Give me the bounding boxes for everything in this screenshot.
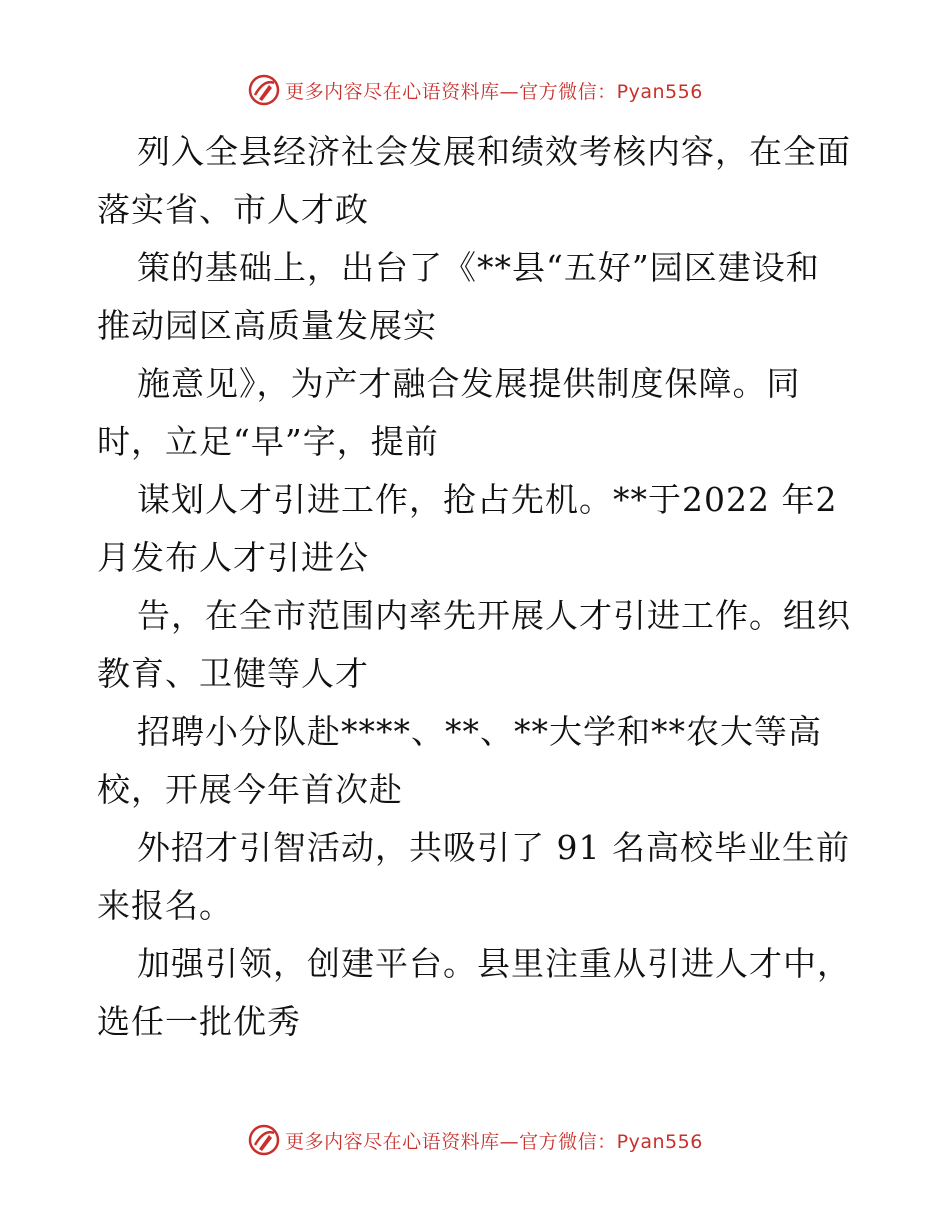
line: 选任一批优秀 (97, 1002, 301, 1041)
header-banner-text: 更多内容尽在心语资料库—官方微信：Pyan556 (285, 80, 703, 103)
line: 加强引领，创建平台。县里注重从引进人才中， (137, 944, 851, 983)
line: 推动园区高质量发展实 (97, 306, 437, 345)
line: 落实省、市人才政 (97, 190, 369, 229)
brand-logo-icon (247, 73, 281, 107)
line: 外招才引智活动，共吸引了 91 名高校毕业生前 (137, 828, 850, 867)
line: 教育、卫健等人才 (97, 654, 369, 693)
line: 校，开展今年首次赴 (97, 770, 403, 809)
header-banner (0, 70, 950, 110)
paragraph (97, 239, 857, 355)
line: 谋划人才引进工作，抢占先机。**于2022 年2 (137, 480, 838, 519)
footer-banner-text: 更多内容尽在心语资料库—官方微信：Pyan556 (285, 1130, 703, 1153)
line: 来报名。 (97, 886, 233, 925)
line: 策的基础上，出台了《**县“五好”园区建设和 (137, 248, 820, 287)
paragraph (97, 819, 857, 935)
paragraph (97, 703, 857, 819)
paragraph (97, 935, 857, 1051)
line: 列入全县经济社会发展和绩效考核内容，在全面 (137, 132, 851, 171)
document-body (97, 123, 857, 1051)
line: 施意见》，为产才融合发展提供制度保障。同 (137, 364, 801, 403)
brand-logo-icon (247, 1123, 281, 1157)
line: 告，在全市范围内率先开展人才引进工作。组织 (137, 596, 851, 635)
footer-banner (0, 1120, 950, 1160)
paragraph (97, 355, 857, 471)
line: 时，立足“早”字，提前 (97, 422, 439, 461)
line: 月发布人才引进公 (97, 538, 369, 577)
paragraph (97, 123, 857, 239)
paragraph (97, 587, 857, 703)
paragraph (97, 471, 857, 587)
line: 招聘小分队赴****、**、**大学和**农大等高 (137, 712, 822, 751)
